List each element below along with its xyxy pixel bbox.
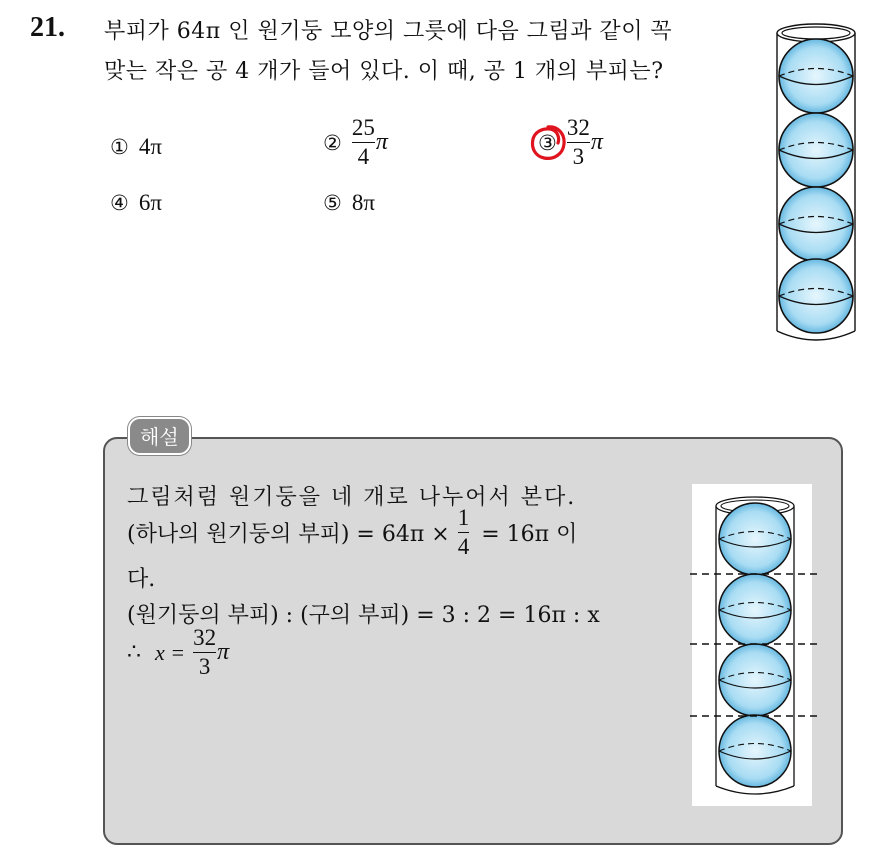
choice-1-value: 4π <box>138 134 162 159</box>
choice-3-denominator: 3 <box>572 144 585 170</box>
fraction-bar <box>567 142 590 143</box>
choice-2-fraction <box>352 116 375 169</box>
ball-2 <box>779 113 853 187</box>
solution-line-2-prefix: (하나의 원기둥의 부피) = 64π × <box>127 522 450 548</box>
choice-1[interactable] <box>110 134 162 160</box>
solution-line-5-numerator: 32 <box>193 625 217 650</box>
choice-5-value: 8π <box>351 190 375 215</box>
choice-2[interactable] <box>323 116 388 169</box>
choice-2-pi: π <box>375 129 388 156</box>
ball-4 <box>779 259 853 333</box>
ball-3 <box>779 187 853 261</box>
solution-ball-1 <box>719 503 791 575</box>
answer-circle-icon <box>526 121 570 165</box>
solution-line-2-suffix: = 16π 이 <box>481 522 578 548</box>
solution-ball-4 <box>719 715 791 787</box>
choice-5[interactable] <box>323 190 375 216</box>
cylinder-balls-figure <box>771 17 861 347</box>
solution-tag: 해설 <box>128 417 191 455</box>
solution-line-2-fraction <box>458 506 470 559</box>
solution-line-5-variable: x = <box>155 639 186 665</box>
choice-5-mark: ⑤ <box>323 191 342 215</box>
solution-line-1: 그림처럼 원기둥을 네 개로 나누어서 본다. <box>127 485 577 510</box>
solution-ball-2 <box>719 574 791 646</box>
solution-line-2-numerator: 1 <box>457 505 470 530</box>
choice-2-denominator: 4 <box>357 144 370 170</box>
solution-cylinder-figure <box>690 484 820 806</box>
choice-4-value: 6π <box>138 190 162 215</box>
solution-line-4: (원기둥의 부피) : (구의 부피) = 3 : 2 = 16π : x <box>127 603 600 628</box>
question-text-line-1: 부피가 64π 인 원기둥 모양의 그릇에 다음 그림과 같이 꼭 <box>104 19 673 44</box>
solution-line-2-denominator: 4 <box>457 534 470 560</box>
solution-ball-3 <box>719 644 791 716</box>
solution-line-5-pi: π <box>217 639 230 666</box>
choice-3-fraction <box>567 116 590 169</box>
choice-3[interactable] <box>538 116 603 169</box>
choice-2-numerator: 25 <box>351 115 375 140</box>
solution-line-5-denominator: 3 <box>198 654 211 680</box>
therefore-symbol: ∴ <box>127 640 141 666</box>
question-number: 21. <box>30 12 65 43</box>
choice-3-mark: ③ <box>538 130 557 155</box>
choice-4[interactable] <box>110 190 162 216</box>
choice-2-mark: ② <box>323 130 342 155</box>
solution-line-2 <box>127 506 577 559</box>
solution-line-3: 다. <box>127 567 156 592</box>
choice-4-mark: ④ <box>110 191 129 215</box>
fraction-bar <box>193 652 216 653</box>
fraction-bar <box>352 142 375 143</box>
solution-line-5 <box>127 626 229 679</box>
fraction-bar <box>458 532 470 533</box>
choice-3-numerator: 32 <box>566 115 590 140</box>
choice-3-mark-wrap <box>538 131 557 155</box>
question-text-line-2: 맞는 작은 공 4 개가 들어 있다. 이 때, 공 1 개의 부피는? <box>104 59 664 84</box>
solution-line-5-fraction <box>193 626 216 679</box>
ball-1 <box>779 39 853 113</box>
choice-1-mark: ① <box>110 135 129 159</box>
choice-3-pi: π <box>590 129 603 156</box>
